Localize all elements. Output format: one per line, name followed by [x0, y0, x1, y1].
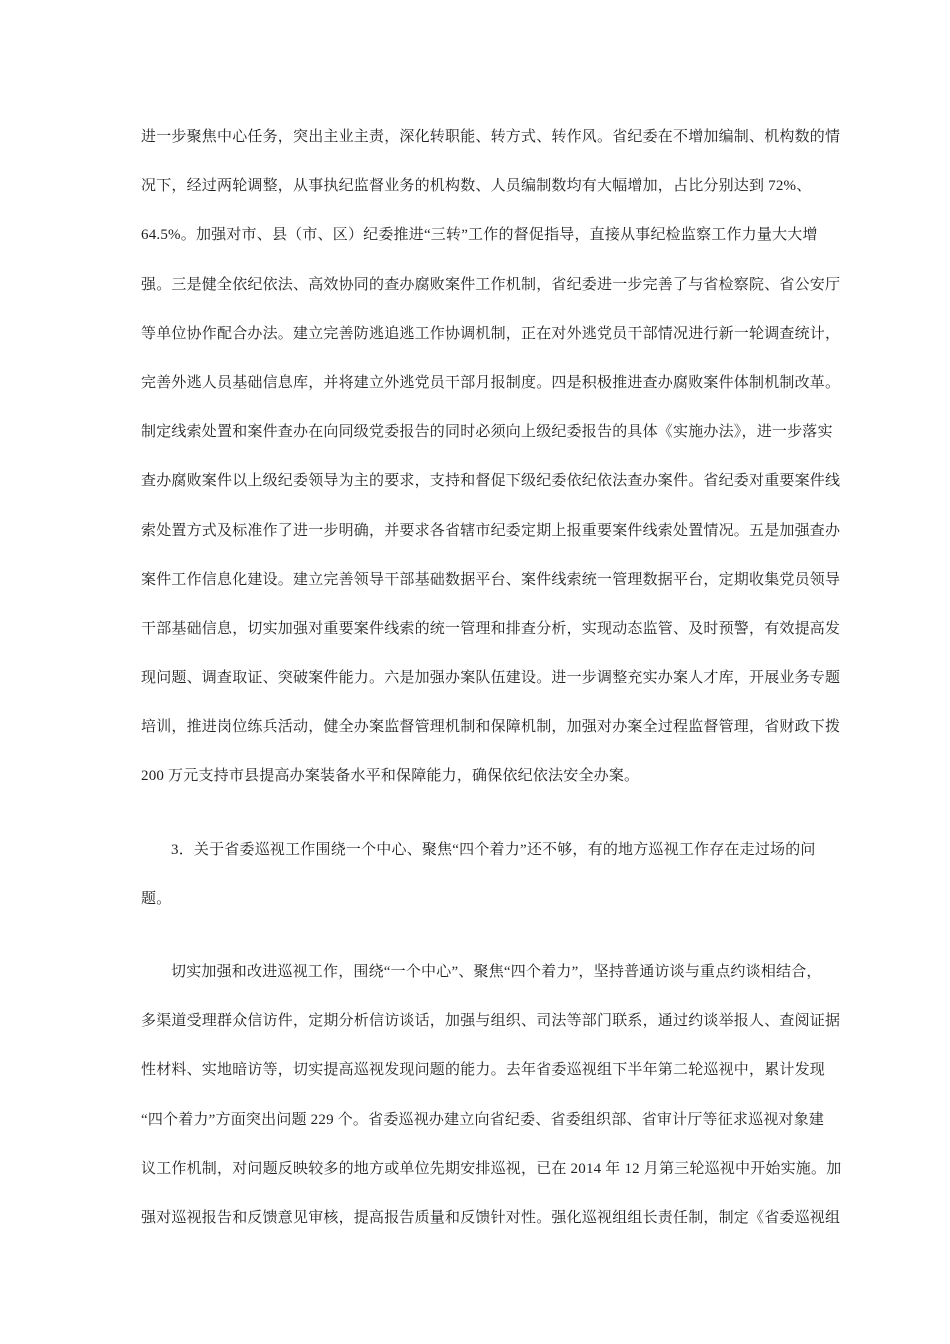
- text-line: 3．关于省委巡视工作围绕一个中心、聚焦“四个着力”还不够，有的地方巡视工作存在走过场的问: [171, 841, 816, 858]
- text-line: 干部基础信息，切实加强对重要案件线索的统一管理和排查分析，实现动态监管、及时预警，有效提高发: [141, 620, 841, 637]
- text-line: 完善外逃人员基础信息库，并将建立外逃党员干部月报制度。四是积极推进查办腐败案件体制机制改革。: [141, 374, 841, 391]
- text-line: 进一步聚焦中心任务，突出主业主责，深化转职能、转方式、转作风。省纪委在不增加编制、机构数的情: [141, 129, 841, 145]
- document-page: [141, 113, 856, 1243]
- text-line: 多渠道受理群众信访件，定期分析信访谈话，加强与组织、司法等部门联系，通过约谈举报人、查阅证据: [141, 1013, 841, 1030]
- text-line: 培训，推进岗位练兵活动，健全办案监督管理机制和保障机制，加强对办案全过程监督管理，省财政下拨: [141, 719, 841, 736]
- text-line: 况下，经过两轮调整，从事执纪监督业务的机构数、人员编制数均有大幅增加，占比分别达到 72%、: [141, 178, 812, 195]
- paragraph: [141, 113, 856, 802]
- paragraph: [141, 948, 856, 1243]
- text-line: 查办腐败案件以上级纪委领导为主的要求，支持和督促下级纪委依纪依法查办案件。省纪委对重要案件线: [141, 473, 841, 490]
- text-line: 强对巡视报告和反馈意见审核，提高报告质量和反馈针对性。强化巡视组组长责任制，制定《省委巡视组: [141, 1209, 841, 1226]
- text-line: 性材料、实地暗访等，切实提高巡视发现问题的能力。去年省委巡视组下半年第二轮巡视中，累计发现: [141, 1062, 826, 1079]
- text-line: 题。: [141, 890, 172, 907]
- text-line: “四个着力”方面突出问题 229 个。省委巡视办建立向省纪委、省委组织部、省审计厅等征求巡视对象建: [141, 1111, 825, 1128]
- paragraph: [141, 826, 856, 924]
- text-line: 200 万元支持市县提高办案装备水平和保障能力，确保依纪依法安全办案。: [141, 768, 640, 785]
- text-line: 制定线索处置和案件查办在向同级党委报告的同时必须向上级纪委报告的具体《实施办法》，进一步落实: [141, 424, 833, 441]
- text-line: 案件工作信息化建设。建立完善领导干部基础数据平台、案件线索统一管理数据平台，定期收集党员领导: [141, 571, 841, 588]
- text-line: 索处置方式及标准作了进一步明确，并要求各省辖市纪委定期上报重要案件线索处置情况。五是加强查办: [141, 522, 841, 539]
- text-line: 64.5%。加强对市、县（市、区）纪委推进“三转”工作的督促指导，直接从事纪检监察工作力量大大增: [141, 227, 818, 244]
- text-line: 切实加强和改进巡视工作，围绕“一个中心”、聚焦“四个着力”，坚持普通访谈与重点约谈相结合，: [171, 964, 822, 980]
- text-line: 强。三是健全依纪依法、高效协同的查办腐败案件工作机制，省纪委进一步完善了与省检察院、省公安厅: [141, 276, 841, 293]
- text-line: 议工作机制，对问题反映较多的地方或单位先期安排巡视，已在 2014 年 12 月第三轮巡视中开始实施。加: [141, 1160, 842, 1177]
- text-line: 现问题、调查取证、突破案件能力。六是加强办案队伍建设。进一步调整充实办案人才库，开展业务专题: [141, 670, 841, 687]
- text-line: 等单位协作配合办法。建立完善防逃追逃工作协调机制，正在对外逃党员干部情况进行新一轮调查统计，: [141, 325, 841, 342]
